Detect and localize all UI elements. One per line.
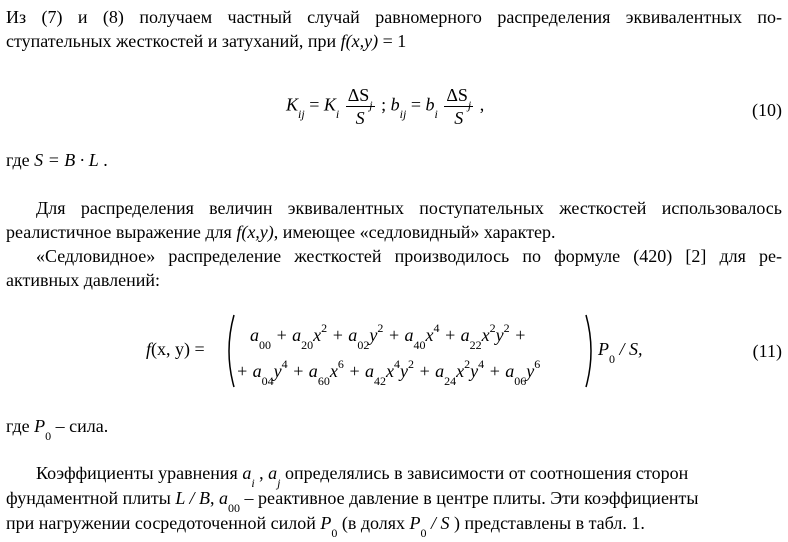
text: определялись в зависимости от соотношения сторон	[280, 463, 689, 483]
where-line-2	[6, 414, 782, 443]
function-args: (x,y)	[241, 222, 274, 242]
numerator: ΔS	[446, 85, 468, 105]
sub-i: i	[251, 475, 255, 490]
right-paren	[584, 313, 598, 389]
fraction-1	[346, 84, 375, 129]
term: + a	[287, 361, 318, 381]
paragraph-3-line-3	[6, 511, 782, 540]
text: ,	[254, 463, 269, 483]
sub-ij: ij	[399, 107, 407, 122]
function-args: (x,y)	[345, 31, 379, 51]
sub-ij: ij	[298, 107, 305, 122]
term: + a	[343, 361, 374, 381]
term: x	[313, 325, 322, 345]
paragraph-3-line-2	[6, 486, 782, 515]
text: ) представлены в табл. 1.	[449, 513, 645, 533]
term: y	[273, 361, 282, 381]
text: – сила.	[51, 416, 109, 436]
equation-11-tail	[598, 339, 643, 366]
exponent: 4	[281, 357, 288, 371]
sym-bi: b	[425, 94, 435, 115]
exponent: 2	[377, 321, 384, 335]
equation-number-10: (10)	[752, 100, 782, 120]
exponent: 4	[393, 357, 400, 371]
term: y	[495, 325, 504, 345]
sym-a: a	[242, 463, 252, 483]
sub-j: j	[467, 97, 472, 112]
sub-j: j	[369, 97, 373, 112]
coef-subscript: 04	[261, 373, 274, 388]
sub-00: 00	[228, 500, 241, 515]
function-f: f	[340, 31, 346, 51]
tail: ,	[475, 94, 485, 115]
tail-rest: / S,	[615, 339, 643, 359]
denominator: S	[454, 108, 464, 128]
exponent: 6	[337, 357, 344, 371]
sym-P: P	[320, 513, 332, 533]
text: фундаментной плиты	[6, 488, 176, 508]
term: y	[526, 361, 535, 381]
text: при нагружении сосредоточенной силой	[6, 513, 321, 533]
formula-S: / S	[426, 513, 450, 533]
term: x	[456, 361, 465, 381]
sym-P: P	[409, 513, 421, 533]
term: x	[481, 325, 490, 345]
coef-subscript: 42	[373, 373, 386, 388]
paragraph-2-line-2	[6, 220, 782, 244]
sym-b: b	[390, 94, 400, 115]
term: + a	[484, 361, 515, 381]
eq-sign: =	[406, 94, 426, 115]
paragraph-3-line-1	[36, 461, 788, 490]
sub-0: 0	[45, 428, 52, 443]
where-line-1	[6, 148, 782, 172]
paragraph-1-line-2	[6, 29, 782, 53]
term: y	[369, 325, 378, 345]
eq-sign: =	[304, 94, 324, 115]
text: (в долях	[337, 513, 410, 533]
sym-Ki: K	[323, 94, 336, 115]
coef-subscript: 22	[469, 337, 482, 352]
sub-i: i	[434, 107, 438, 122]
text: ступательных жесткостей и затуханий, при	[6, 31, 341, 51]
coef-subscript: 60	[317, 373, 330, 388]
exponent: 4	[433, 321, 440, 335]
term: + a	[413, 361, 445, 381]
coef-subscript: 00	[259, 337, 271, 352]
term: x	[425, 325, 434, 345]
sym-K: K	[286, 94, 299, 115]
paragraph-1-line-1: Из (7) и (8) получаем частный случай равномерного распределения эквивалентных по-	[6, 7, 782, 27]
term: +	[509, 325, 527, 345]
sub-0: 0	[420, 525, 427, 540]
sub-j: j	[277, 475, 281, 490]
exponent: 4	[478, 357, 485, 371]
coef-subscript: 02	[357, 337, 370, 352]
text: ,	[210, 488, 220, 508]
formula: S = B · L	[34, 150, 99, 170]
separator: ;	[381, 94, 391, 115]
term: x	[329, 361, 338, 381]
formula-LB: L / B	[175, 488, 211, 508]
term: y	[470, 361, 479, 381]
text: – реактивное давление в центре плиты. Эти коэффициенты	[240, 488, 699, 508]
term: + a	[236, 361, 262, 381]
sym-P: P	[598, 339, 609, 359]
exponent: 2	[464, 357, 471, 371]
term: + a	[439, 325, 470, 345]
text: = 1	[378, 31, 407, 51]
equation-11-row-1	[250, 321, 527, 352]
exponent: 2	[503, 321, 510, 335]
exponent: 2	[407, 357, 414, 371]
lhs-f: f	[146, 339, 152, 359]
sym-P: P	[34, 416, 46, 436]
text: где	[6, 150, 35, 170]
term: x	[385, 361, 394, 381]
exponent: 6	[534, 357, 541, 371]
equation-10	[286, 84, 484, 129]
sub-i: i	[335, 107, 340, 122]
fraction-2	[444, 84, 473, 129]
sub-0: 0	[609, 351, 615, 366]
text: , имеющее «седловидный» характер.	[273, 222, 556, 242]
numerator: ΔS	[347, 85, 370, 105]
paragraph-2-line-3: «Седловидное» распределение жесткостей производилось по формуле (420) [2] для ре-	[36, 246, 782, 266]
function-f: f	[236, 222, 242, 242]
text: реалистичное выражение для	[6, 222, 237, 242]
term: y	[399, 361, 408, 381]
exponent: 2	[321, 321, 328, 335]
coef-subscript: 40	[413, 337, 426, 352]
coef-subscript: 06	[514, 373, 527, 388]
paragraph-2-line-4: активных давлений:	[6, 270, 161, 290]
term: + a	[327, 325, 358, 345]
equation-11-lhs	[146, 339, 205, 360]
term: a	[250, 325, 259, 345]
coef-subscript: 20	[301, 337, 314, 352]
sym-a: a	[268, 463, 278, 483]
term: + a	[271, 325, 302, 345]
coef-subscript: 24	[444, 373, 457, 388]
equation-11-row-2	[236, 357, 541, 388]
term: + a	[383, 325, 414, 345]
exponent: 2	[489, 321, 496, 335]
left-paren	[222, 313, 236, 389]
text: где	[6, 416, 35, 436]
sym-a: a	[219, 488, 229, 508]
dot: .	[98, 150, 108, 170]
denominator: S	[355, 108, 365, 128]
text: Коэффициенты уравнения	[36, 463, 243, 483]
paragraph-2-line-1: Для распределения величин эквивалентных поступательных жесткостей использовалось	[36, 198, 782, 218]
equation-number-11: (11)	[752, 341, 782, 361]
sub-0: 0	[331, 525, 338, 540]
lhs-args: (x, y) =	[151, 339, 205, 359]
